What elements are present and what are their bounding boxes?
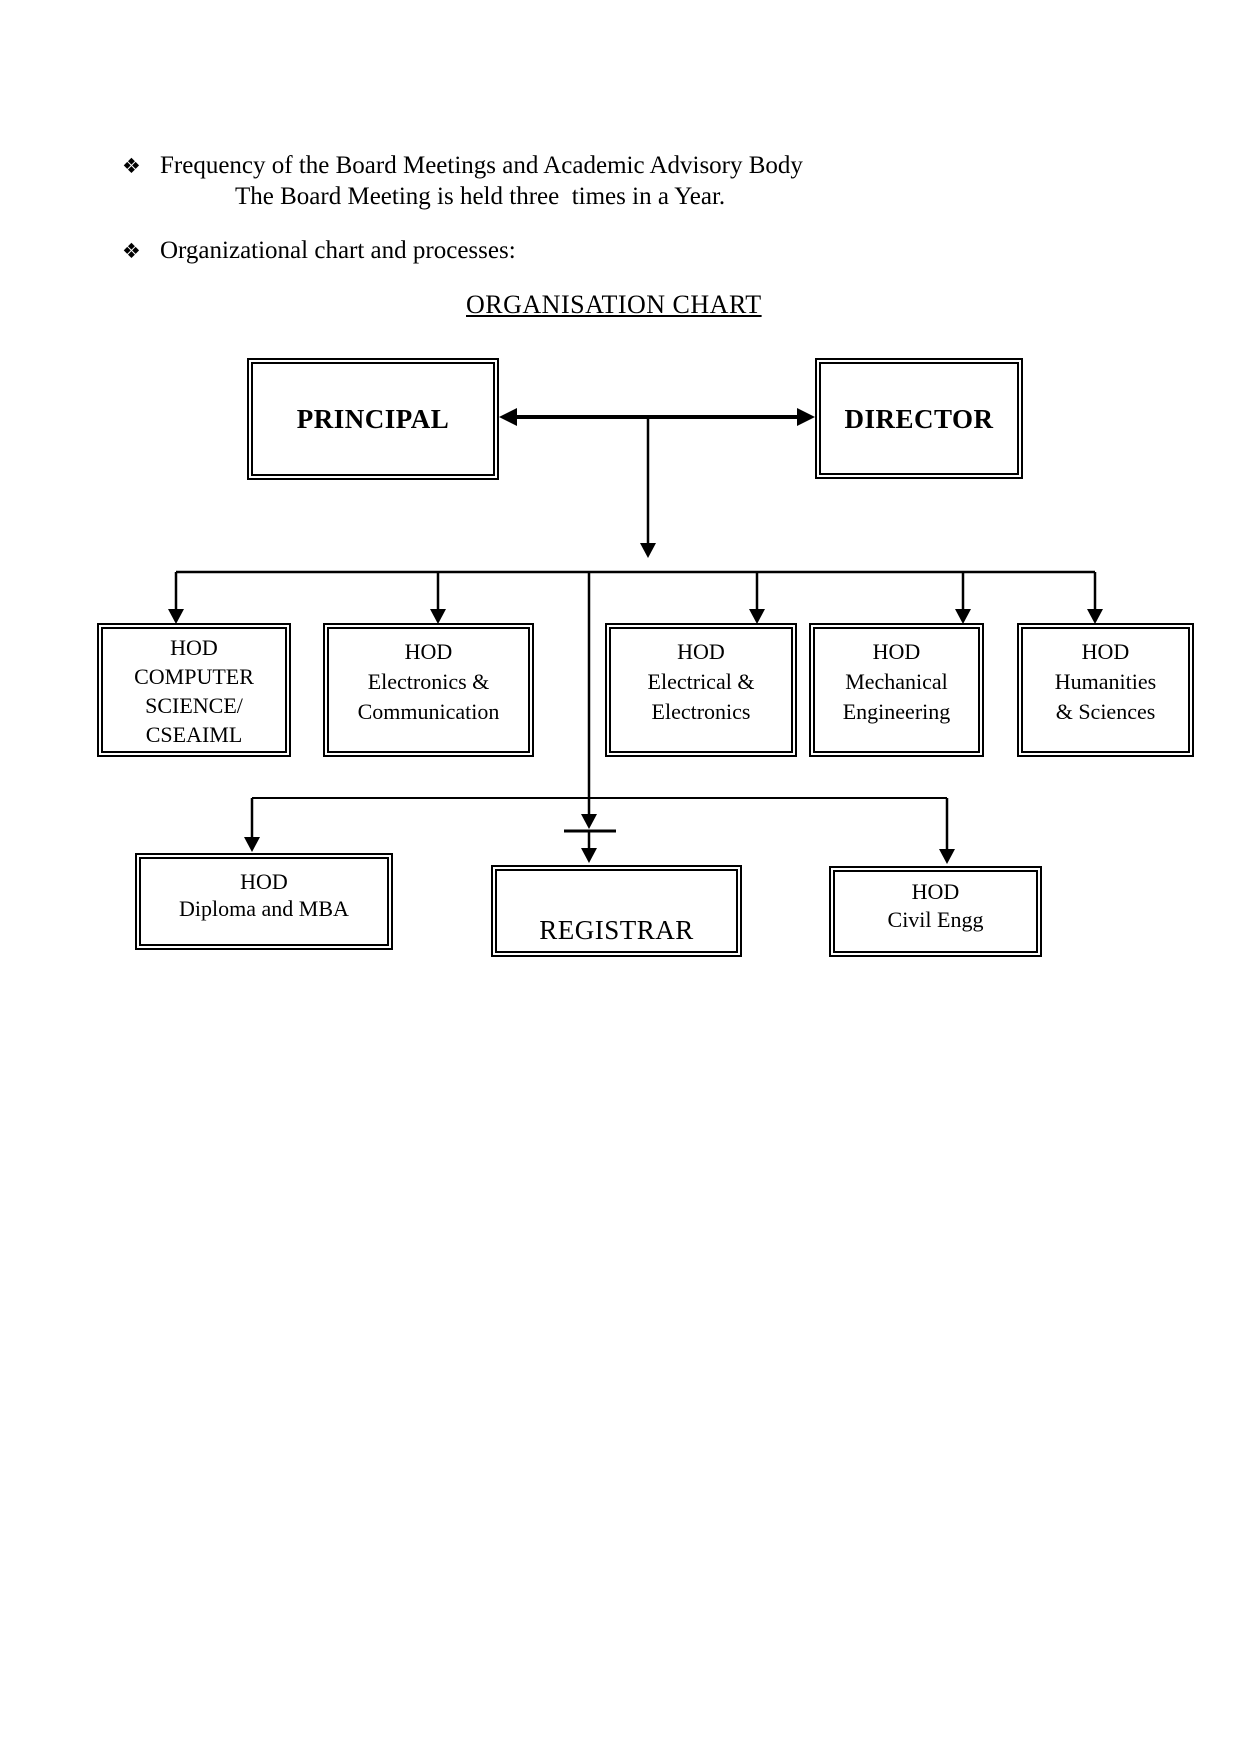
node-label: HOD [872, 639, 921, 664]
bullet-text-frequency: Frequency of the Board Meetings and Academic Advisory Body [160, 152, 803, 179]
node-label: HOD [1081, 639, 1130, 664]
node-hod-diploma-mba [135, 853, 393, 950]
arrowhead-down-icon [939, 849, 955, 864]
arrowhead-down-icon [168, 609, 184, 624]
bullet-text-organizational-chart: Organizational chart and processes: [160, 237, 516, 264]
arrowhead-down-icon [955, 609, 971, 624]
chart-title: ORGANISATION CHART [466, 290, 762, 319]
arrowhead-down-icon [749, 609, 765, 624]
node-label: Electrical & [647, 669, 755, 694]
arrowhead-down-icon [1087, 609, 1103, 624]
arrowhead-down-icon [640, 543, 656, 558]
node-label: Electronics [651, 699, 751, 724]
node-label: Electronics & [367, 669, 490, 694]
arrowhead-down-icon [430, 609, 446, 624]
node-hod-electrical-electronics [605, 623, 797, 757]
node-label: HOD [240, 869, 288, 894]
node-label: HOD [404, 639, 453, 664]
node-label: Diploma and MBA [179, 896, 349, 921]
bullet-diamond-icon: ❖ [122, 154, 141, 178]
node-label: COMPUTER [134, 664, 254, 689]
node-label: & Sciences [1055, 699, 1156, 724]
node-principal [247, 358, 499, 480]
node-label: PRINCIPAL [296, 404, 450, 434]
arrowhead-down-icon [581, 848, 597, 863]
node-label: SCIENCE/ [145, 693, 243, 718]
node-label: REGISTRAR [539, 915, 694, 945]
node-registrar [491, 865, 742, 957]
node-hod-civil-engg [829, 866, 1042, 957]
arrowhead-down-icon [581, 814, 597, 829]
node-hod-electronics-communication [323, 623, 534, 757]
bullet-diamond-icon: ❖ [122, 239, 141, 263]
node-label: HOD [170, 635, 218, 660]
arrowhead-right-icon [797, 408, 815, 426]
node-label: HOD [677, 639, 725, 664]
node-label: Humanities [1054, 669, 1157, 694]
node-hod-humanities-sciences [1017, 623, 1194, 757]
node-label: Mechanical [845, 669, 948, 694]
node-hod-computer-science [97, 623, 291, 757]
node-label: CSEAIML [145, 722, 243, 747]
bullet-subtext-board-meeting: The Board Meeting is held three times in a Year. [235, 183, 726, 210]
node-label: DIRECTOR [844, 403, 994, 434]
arrowhead-down-icon [244, 837, 260, 852]
node-label: HOD [911, 879, 960, 904]
node-hod-mechanical-engineering [809, 623, 984, 757]
node-label: Engineering [842, 699, 951, 724]
node-director [815, 358, 1023, 479]
node-label: Civil Engg [887, 907, 984, 932]
arrowhead-left-icon [499, 408, 517, 426]
node-label: Communication [357, 699, 500, 724]
